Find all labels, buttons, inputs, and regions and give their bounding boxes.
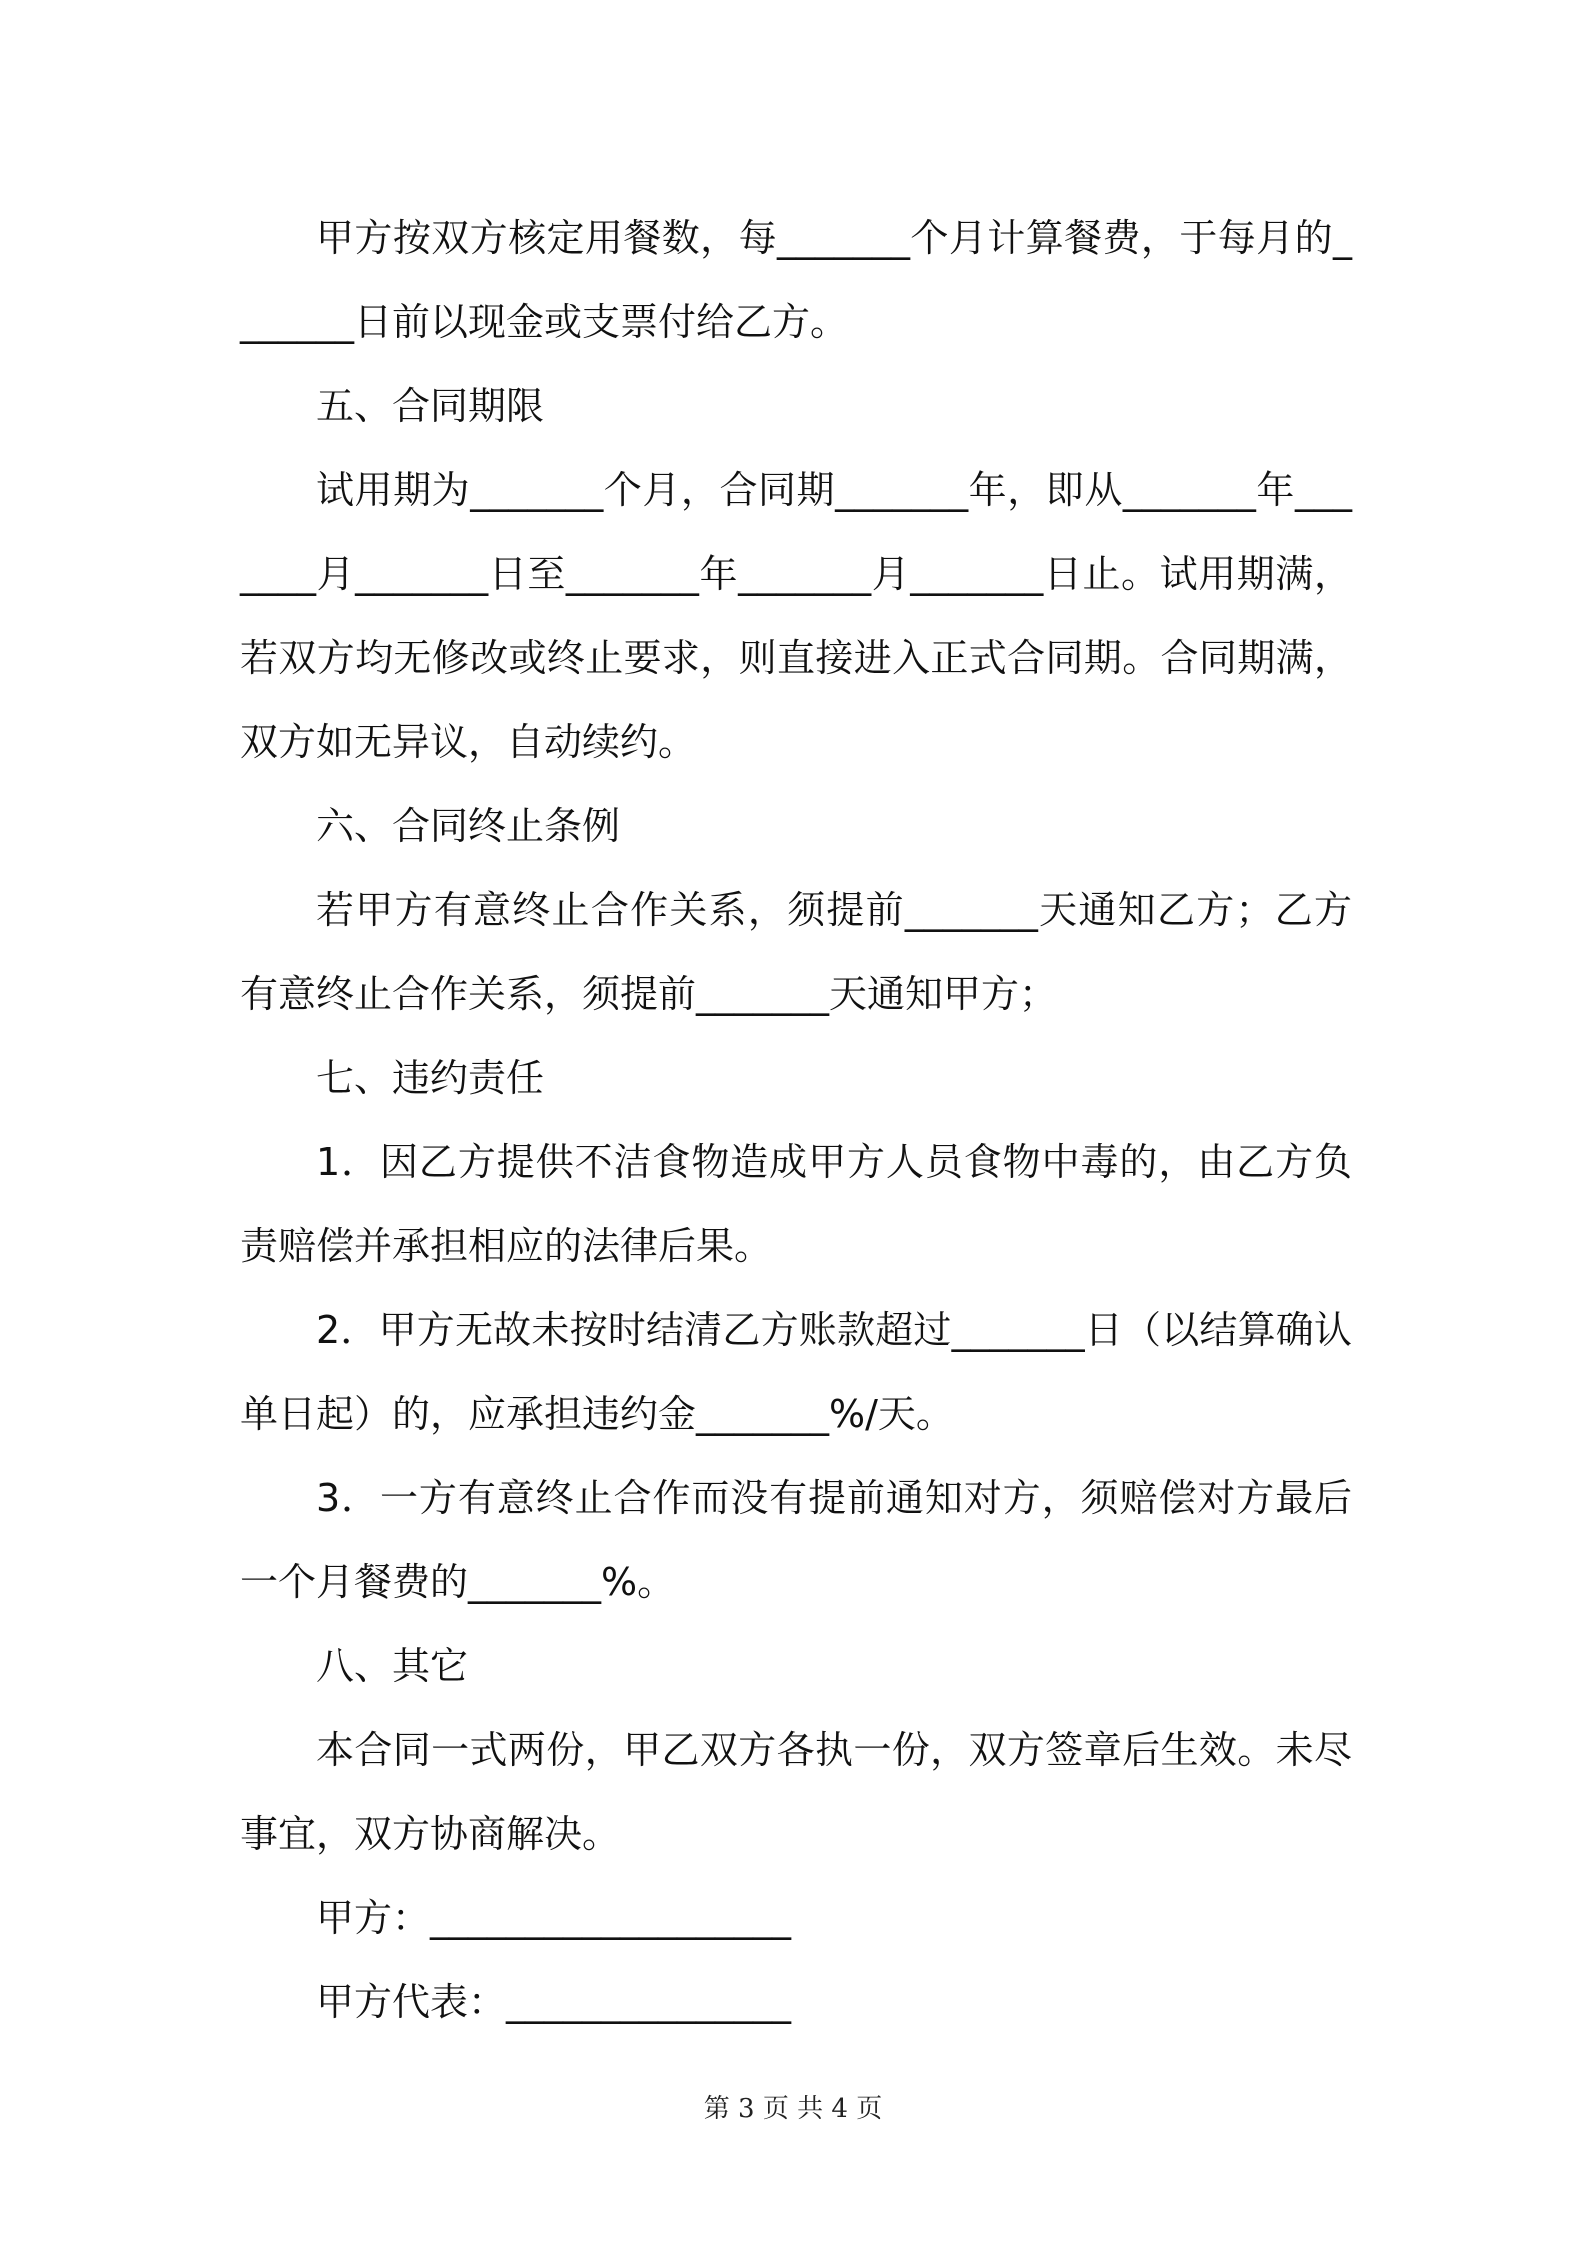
other-clause: 本合同一式两份，甲乙双方各执一份，双方签章后生效。未尽事宜，双方协商解决。: [240, 1728, 1352, 1856]
term-clause: 试用期为_______个月，合同期_______年，即从_______年_______月_______日至_______年_______月_______日止。试用期满，若双方均无修改或终止要求，则直接进入正式合同期。合同期满，双方如无异议，自动续约。: [240, 468, 1352, 764]
section-heading-termination: 六、合同终止条例: [316, 804, 621, 848]
termination-clause: 若甲方有意终止合作关系，须提前_______天通知乙方；乙方有意终止合作关系，须提前_______天通知甲方；: [240, 888, 1352, 1016]
section-heading-liability: 七、违约责任: [316, 1056, 545, 1100]
party-a-signature-line: 甲方：___________________: [316, 1896, 792, 1940]
section-heading-other: 八、其它: [316, 1644, 469, 1688]
page-number-footer: 第 3 页 共 4 页: [703, 2094, 883, 2124]
payment-clause: 甲方按双方核定用餐数，每_______个月计算餐费，于每月的_______日前以现金或支票付给乙方。: [240, 216, 1352, 344]
contract-body: [240, 196, 1352, 2044]
liability-item-3: 3．一方有意终止合作而没有提前通知对方，须赔偿对方最后一个月餐费的_______%。: [240, 1476, 1352, 1604]
section-heading-term: 五、合同期限: [316, 384, 545, 428]
liability-item-2: 2．甲方无故未按时结清乙方账款超过_______日（以结算确认单日起）的，应承担违约金_______%/天。: [240, 1308, 1352, 1436]
party-a-representative-line: 甲方代表：_______________: [316, 1980, 792, 2024]
liability-item-1: 1．因乙方提供不洁食物造成甲方人员食物中毒的，由乙方负责赔偿并承担相应的法律后果。: [240, 1140, 1352, 1268]
